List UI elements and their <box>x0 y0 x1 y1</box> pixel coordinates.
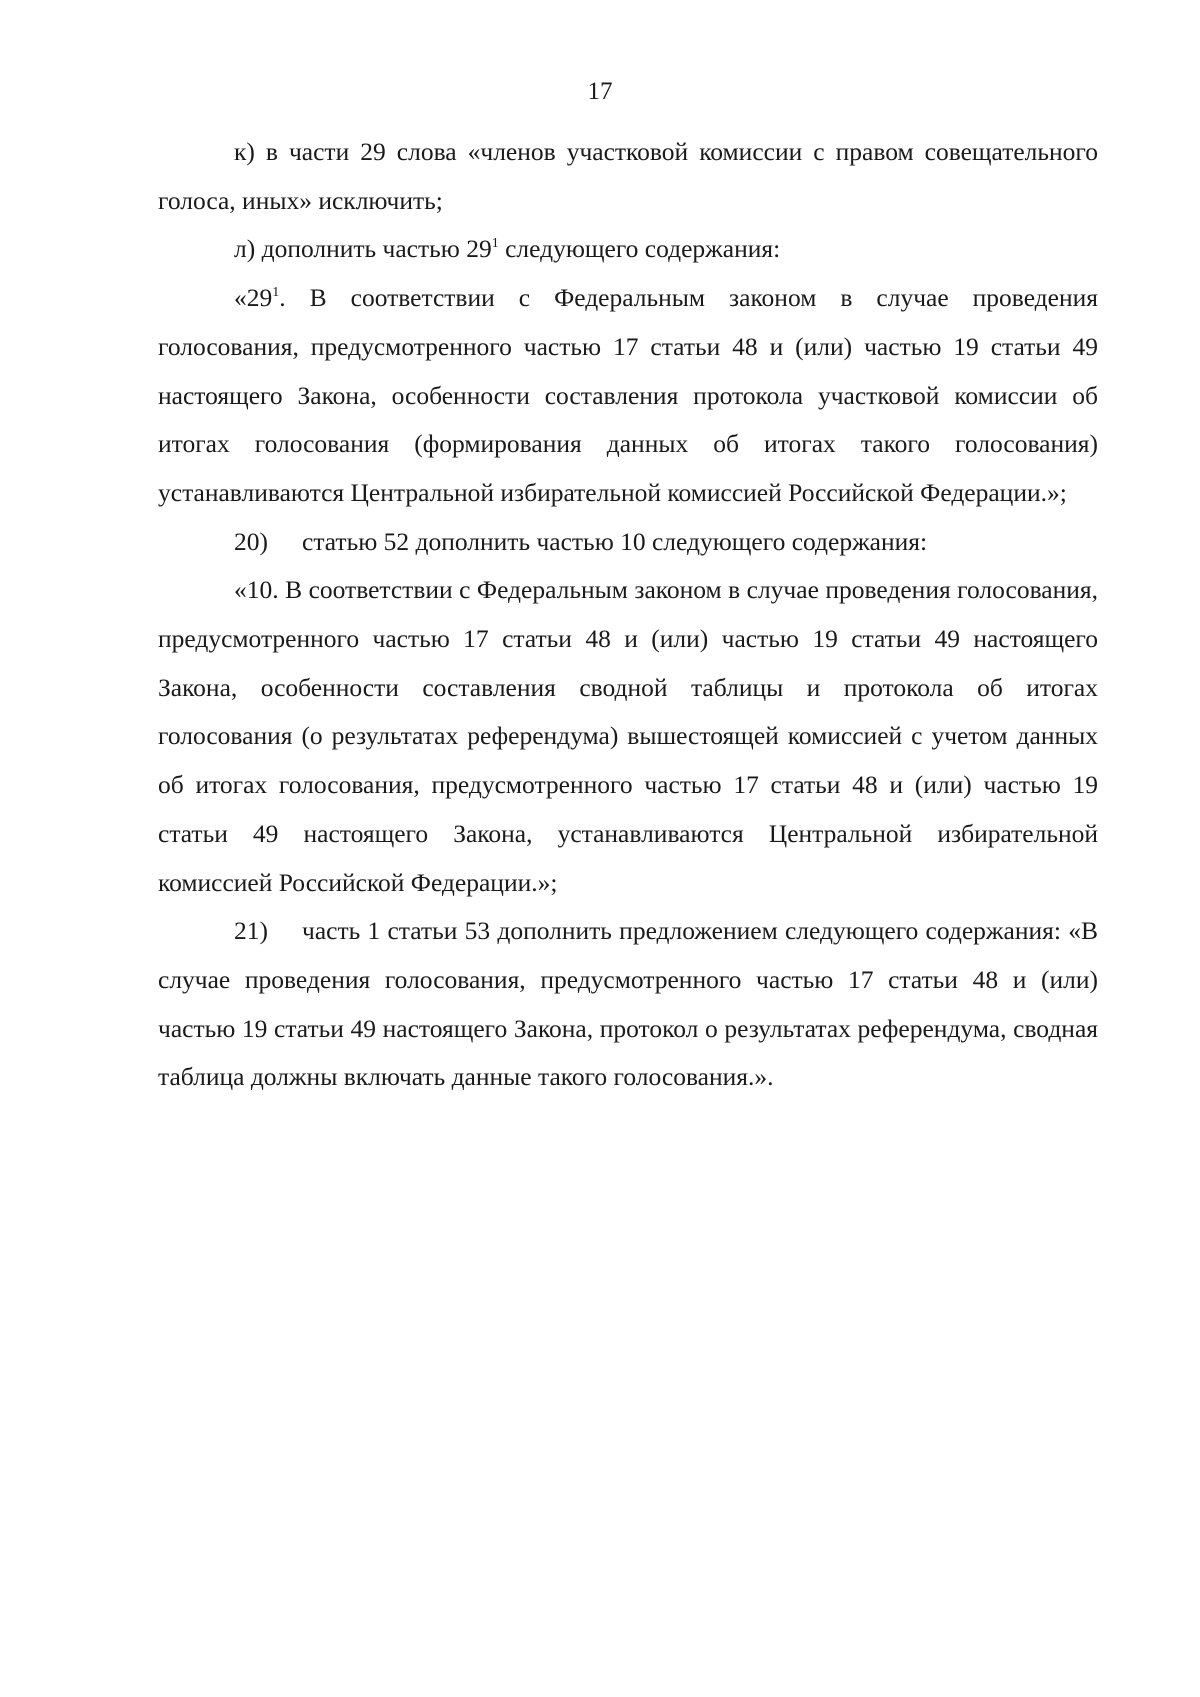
item-text: статью 52 дополнить частью 10 следующего содержания: <box>302 526 928 556</box>
superscript-1: 1 <box>491 236 499 252</box>
paragraph-k: к) в части 29 слова «членов участковой комиссии с правом совещательного голоса, иных» исключить; <box>158 137 1098 215</box>
item-number: 21) <box>234 916 268 946</box>
paragraph-item-20 <box>158 518 1098 567</box>
paragraph-29-1-text-before: «29 <box>234 283 273 313</box>
page-number: 17 <box>587 78 613 105</box>
item-number: 20) <box>234 526 268 556</box>
paragraph-item-21 <box>158 907 1098 1102</box>
paragraph-l <box>158 225 1098 274</box>
paragraph-29-1-text-after: . В соответствии с Федеральным законом в случае проведения голосования, предусмотренного частью 17 статьи 48 и (или) частью 19 статьи 49 настоящего Закона, особенности составления протокола участковой комиссии об итогах голосования (формирования данных об итогах такого голосования) устанавливаются Центральной избирательной комиссией Российской Федерации.»; <box>158 283 1098 507</box>
paragraph-l-text-after: следующего содержания: <box>498 234 781 264</box>
item-text: часть 1 статьи 53 дополнить предложением следующего содержания: «В случае проведения голосования, предусмотренного частью 17 статьи 48 и (или) частью 19 статьи 49 настоящего Закона, протокол о результатах референдума, сводная таблица должны включать данные такого голосования.». <box>158 916 1098 1092</box>
paragraph-10: «10. В соответствии с Федеральным законом в случае проведения голосования, предусмотренного частью 17 статьи 48 и (или) частью 19 статьи 49 настоящего Закона, особенности составления сводной таблицы и протокола об итогах голосования (о результатах референдума) вышестоящей комиссией с учетом данных об итогах голосования, предусмотренного частью 17 статьи 48 и (или) частью 19 статьи 49 настоящего Закона, устанавливаются Центральной избирательной комиссией Российской Федерации.»; <box>158 575 1098 897</box>
superscript-1: 1 <box>272 285 280 301</box>
paragraph-29-1 <box>158 274 1098 518</box>
document-body <box>158 128 1098 1102</box>
paragraph-l-text-before: л) дополнить частью 29 <box>234 234 492 264</box>
